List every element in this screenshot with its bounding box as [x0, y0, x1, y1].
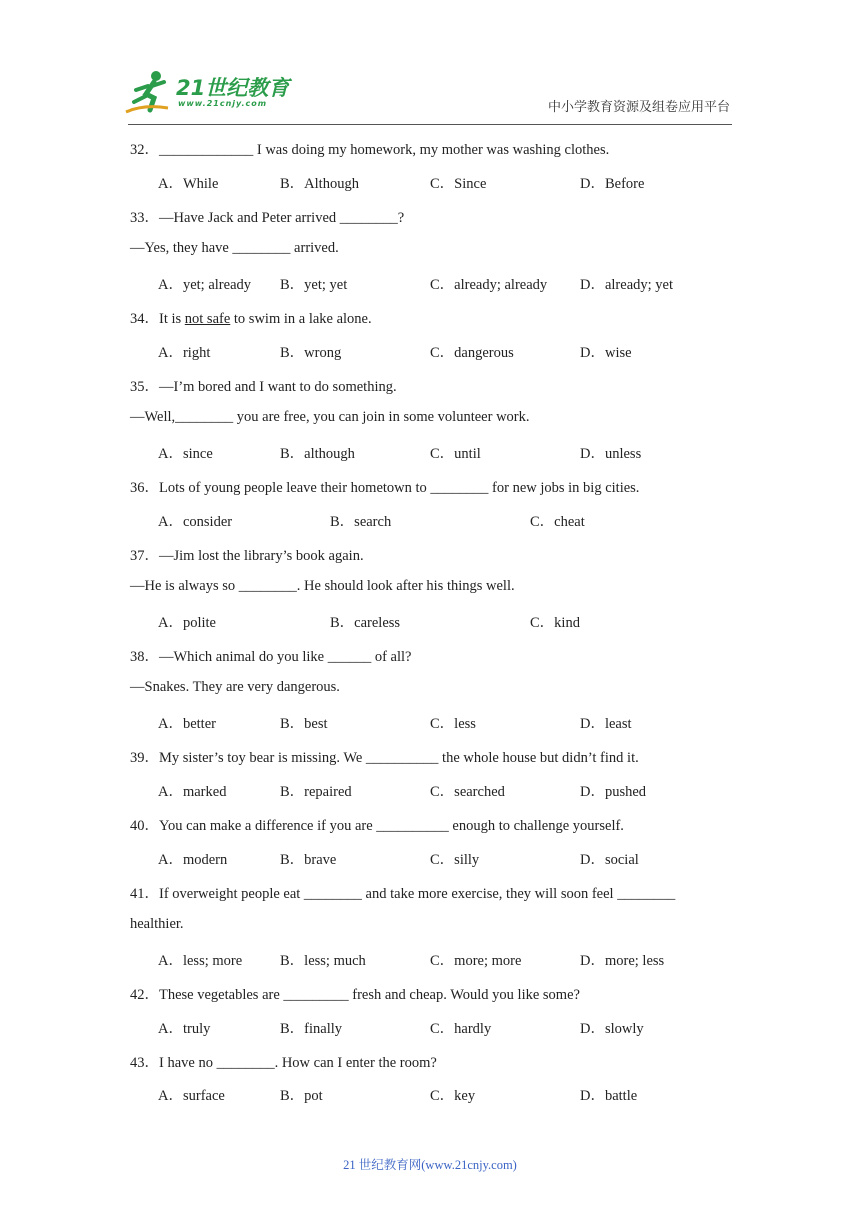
option-42-d[interactable]: D．slowly [580, 1021, 644, 1037]
option-42-c[interactable]: C．hardly [430, 1021, 492, 1037]
option-37-a[interactable]: A．polite [158, 615, 216, 631]
question-32: 32．_____________ I was doing my homework, my mother was washing clothes. [130, 142, 610, 158]
option-43-c[interactable]: C．key [430, 1088, 476, 1104]
question-43: 43．I have no ________. How can I enter the room? [130, 1055, 437, 1071]
option-34-a[interactable]: A．right [158, 345, 211, 361]
option-34-c[interactable]: C．dangerous [430, 345, 514, 361]
option-33-a[interactable]: A．yet; already [158, 277, 252, 293]
option-37-b[interactable]: B．careless [330, 615, 401, 631]
question-41: 41．If overweight people eat ________ and take more exercise, they will soon feel ________ [130, 886, 676, 902]
question-40: 40．You can make a difference if you are __________ enough to challenge yourself. [130, 818, 624, 834]
option-38-d[interactable]: D．least [580, 716, 632, 732]
question-34 [130, 307, 372, 328]
question-33-line2: —Yes, they have ________ arrived. [130, 240, 339, 256]
option-35-a[interactable]: A．since [158, 446, 213, 462]
logo-text: 21世纪教育 [176, 76, 290, 100]
option-38-a[interactable]: A．better [158, 716, 216, 732]
question-34-underlined: not safe [184, 311, 231, 327]
question-34-pre: 34．It is [130, 311, 185, 327]
question-42: 42．These vegetables are _________ fresh and cheap. Would you like some? [130, 987, 580, 1003]
option-42-b[interactable]: B．finally [280, 1021, 343, 1037]
option-43-b[interactable]: B．pot [280, 1088, 323, 1104]
option-39-b[interactable]: B．repaired [280, 784, 352, 800]
option-33-c[interactable]: C．already; already [430, 277, 548, 293]
option-41-c[interactable]: C．more; more [430, 953, 522, 969]
option-33-d[interactable]: D．already; yet [580, 277, 674, 293]
option-41-d[interactable]: D．more; less [580, 953, 665, 969]
question-34-post: to swim in a lake alone. [230, 311, 372, 327]
option-33-b[interactable]: B．yet; yet [280, 277, 348, 293]
option-32-c[interactable]: C．Since [430, 176, 487, 192]
question-38-line2: —Snakes. They are very dangerous. [130, 679, 340, 695]
page-footer[interactable]: 21 世纪教育网(www.21cnjy.com) [343, 1158, 517, 1172]
question-38: 38．—Which animal do you like ______ of all? [130, 649, 412, 665]
option-36-a[interactable]: A．consider [158, 514, 233, 530]
question-39: 39．My sister’s toy bear is missing. We __________ the whole house but didn’t find it. [130, 750, 639, 766]
option-34-d[interactable]: D．wise [580, 345, 632, 361]
site-logo[interactable] [124, 68, 294, 116]
option-35-d[interactable]: D．unless [580, 446, 642, 462]
logo-url: www.21cnjy.com [178, 99, 268, 108]
question-36: 36．Lots of young people leave their hometown to ________ for new jobs in big cities. [130, 480, 640, 496]
option-38-b[interactable]: B．best [280, 716, 328, 732]
question-37-line2: —He is always so ________. He should look after his things well. [130, 578, 515, 594]
option-41-a[interactable]: A．less; more [158, 953, 243, 969]
question-37: 37．—Jim lost the library’s book again. [130, 548, 364, 564]
option-32-b[interactable]: B．Although [280, 176, 359, 192]
option-43-a[interactable]: A．surface [158, 1088, 225, 1104]
option-40-d[interactable]: D．social [580, 852, 639, 868]
option-32-a[interactable]: A．While [158, 176, 219, 192]
option-36-c[interactable]: C．cheat [530, 514, 585, 530]
option-35-c[interactable]: C．until [430, 446, 481, 462]
option-38-c[interactable]: C．less [430, 716, 476, 732]
option-37-c[interactable]: C．kind [530, 615, 580, 631]
question-33: 33．—Have Jack and Peter arrived ________? [130, 210, 405, 226]
option-41-b[interactable]: B．less; much [280, 953, 366, 969]
header-divider [128, 124, 732, 125]
question-35-line2: —Well,________ you are free, you can join in some volunteer work. [130, 409, 530, 425]
option-39-d[interactable]: D．pushed [580, 784, 647, 800]
option-43-d[interactable]: D．battle [580, 1088, 638, 1104]
runner-icon [124, 68, 176, 116]
option-40-c[interactable]: C．silly [430, 852, 480, 868]
page-header [0, 0, 860, 130]
question-35: 35．—I’m bored and I want to do something. [130, 379, 397, 395]
option-32-d[interactable]: D．Before [580, 176, 645, 192]
option-34-b[interactable]: B．wrong [280, 345, 342, 361]
option-36-b[interactable]: B．search [330, 514, 392, 530]
option-39-a[interactable]: A．marked [158, 784, 227, 800]
option-39-c[interactable]: C．searched [430, 784, 505, 800]
option-35-b[interactable]: B．although [280, 446, 355, 462]
question-41-line2: healthier. [130, 916, 184, 932]
option-40-b[interactable]: B．brave [280, 852, 337, 868]
option-42-a[interactable]: A．truly [158, 1021, 211, 1037]
platform-title: 中小学教育资源及组卷应用平台 [548, 100, 731, 115]
option-40-a[interactable]: A．modern [158, 852, 228, 868]
